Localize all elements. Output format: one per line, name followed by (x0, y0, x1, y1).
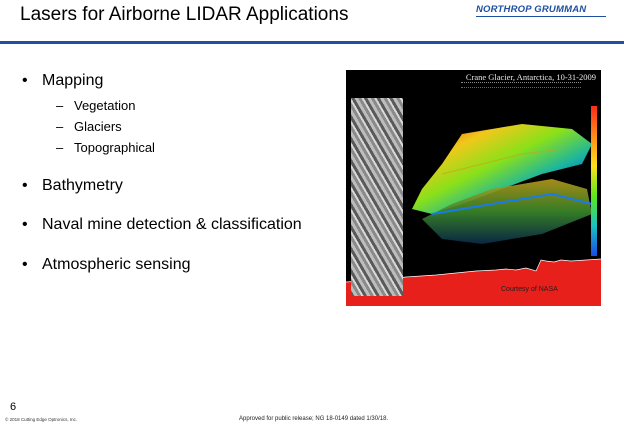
bullet-mapping (22, 72, 103, 90)
subbullet-label: Topographical (74, 140, 155, 155)
northrop-grumman-logo: NORTHROP GRUMMAN (476, 4, 587, 15)
height-color-bar (591, 106, 597, 256)
bullet-label: Naval mine detection & classification (42, 216, 302, 233)
dash-icon: – (56, 140, 64, 155)
page-number: 6 (10, 401, 17, 413)
subbullet-label: Glaciers (74, 119, 122, 134)
bullet-label: Mapping (42, 72, 104, 89)
bullet-icon: • (22, 177, 28, 194)
logo-underline (476, 16, 606, 17)
subbullet-vegetation (56, 98, 135, 113)
lidar-figure (346, 70, 601, 306)
subbullet-glaciers (56, 119, 122, 134)
bullet-icon: • (22, 256, 28, 273)
bullet-bathymetry (22, 177, 123, 195)
subbullet-label: Vegetation (74, 98, 136, 113)
image-credit: Courtesy of NASA (501, 286, 558, 293)
figure-title: Crane Glacier, Antarctica, 10-31-2009 (465, 72, 596, 82)
bullet-label: Atmospheric sensing (42, 256, 191, 273)
dash-icon: – (56, 98, 64, 113)
glacier-terrain-render (402, 94, 601, 264)
bullet-atmospheric (22, 256, 191, 274)
aerial-photo-strip (351, 98, 403, 296)
subbullet-topographical (56, 140, 155, 155)
figure-subtitle-lines (461, 82, 581, 88)
slide-title: Lasers for Airborne LIDAR Applications (20, 4, 349, 25)
bullet-icon: • (22, 216, 28, 233)
dash-icon: – (56, 119, 64, 134)
bullet-label: Bathymetry (42, 177, 123, 194)
copyright-notice: © 2018 Cutting Edge Optronics, Inc. (5, 417, 78, 422)
bullet-naval-mine (22, 216, 302, 234)
bullet-icon: • (22, 72, 28, 89)
release-note: Approved for public release; NG 18-0149 dated 1/30/18. (239, 416, 389, 422)
header-rule (0, 41, 624, 44)
